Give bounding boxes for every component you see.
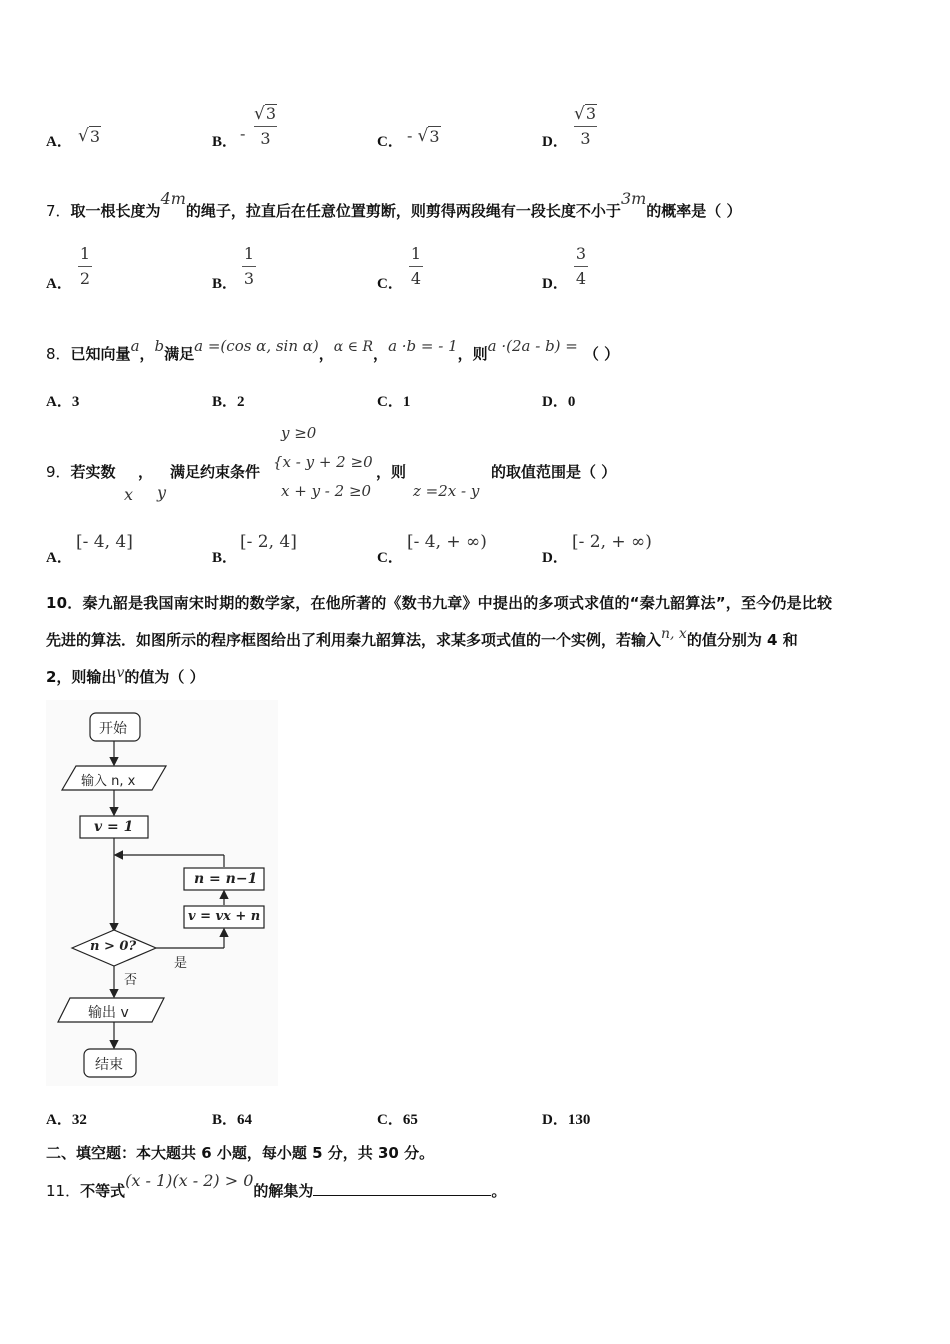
q9-text-range: 的取值范围是（ ） <box>491 463 617 481</box>
q9-constraint-3: x + y - 2 ≥0 <box>281 482 372 500</box>
q8-option-a: A．3 <box>46 394 80 410</box>
q6-option-d-fraction: √ 3 3 <box>574 104 597 148</box>
q10-line-1: 10．秦九韶是我国南宋时期的数学家，在他所著的《数书九章》中提出的多项式求值的“秦九韶算法”，至今仍是比较 <box>46 594 833 612</box>
flowchart-shapes <box>46 700 278 1086</box>
q9-option-b-label: B． <box>212 550 238 566</box>
q9-var-y: y <box>157 483 167 502</box>
q9-option-c-label: C． <box>377 550 403 566</box>
q10-option-a: A．32 <box>46 1112 87 1128</box>
q8-question: 8．已知向量a，b满足a =(cos α, sin α)，α ∈ R，a ·b = - 1，则a ·(2a - b) = （ ） <box>46 337 620 363</box>
q9-constraint-1: y ≥0 <box>281 424 317 442</box>
q9-option-a-value: [- 4, 4] <box>76 532 133 552</box>
q9-objective: z =2x - y <box>413 482 480 500</box>
q6-option-b-sign: - <box>240 124 246 143</box>
flow-condition-text: n > 0? <box>90 939 137 954</box>
q6-option-d-label: D． <box>542 134 568 150</box>
flow-output-text: 输出 v <box>88 1005 129 1021</box>
q9-constraint-2: {x - y + 2 ≥0 <box>273 453 373 471</box>
q9-option-a-label: A． <box>46 550 72 566</box>
flow-start-text: 开始 <box>99 721 127 737</box>
q7-option-b-label: B． <box>212 276 238 292</box>
q7-question: 7．取一根长度为4m的绳子，拉直后在任意位置剪断，则剪得两段绳有一段长度不小于3m的概率是（ ） <box>46 189 742 220</box>
q11-question: 11．不等式(x - 1)(x - 2) > 0的解集为 。 <box>46 1171 507 1200</box>
q8-option-b: B．2 <box>212 394 245 410</box>
q11-answer-blank[interactable] <box>313 1181 491 1196</box>
q10-line-2: 先进的算法．如图所示的程序框图给出了利用秦九韶算法，求某多项式值的一个实例，若输入n, x的值分别为 4 和 <box>46 626 798 649</box>
flow-init-text: v = 1 <box>94 819 134 835</box>
q7-option-d-label: D． <box>542 276 568 292</box>
q9-text-then: ，则 <box>376 463 407 481</box>
q9-text-start: 9．若实数 <box>46 463 116 481</box>
q9-comma: ， <box>138 463 154 481</box>
q7-option-c-label: C． <box>377 276 403 292</box>
flow-yes-label: 是 <box>174 956 188 971</box>
q6-option-a-label: A． <box>46 134 72 150</box>
q6-option-c-label: C． <box>377 134 403 150</box>
flowchart <box>46 700 278 1086</box>
q10-option-d: D．130 <box>542 1112 591 1128</box>
q9-option-d-value: [- 2, + ∞) <box>572 532 652 552</box>
flow-input-text: 输入 n, x <box>81 774 136 789</box>
q6-option-b-label: B． <box>212 134 238 150</box>
q8-option-d: D．0 <box>542 394 576 410</box>
q7-option-b-fraction: 1 3 <box>243 244 255 288</box>
q8-option-c: C．1 <box>377 394 411 410</box>
q7-option-a-fraction: 1 2 <box>79 244 91 288</box>
q6-option-c-value: - √ 3 <box>407 126 440 146</box>
flow-step2-text: v = vx + n <box>188 909 261 924</box>
q9-text-constraint: 满足约束条件 <box>170 463 261 481</box>
flow-step1-text: n = n−1 <box>194 871 258 887</box>
section-heading-fill-in: 二、填空题：本大题共 6 小题，每小题 5 分，共 30 分。 <box>46 1144 435 1162</box>
flow-no-label: 否 <box>124 973 138 988</box>
q10-option-c: C．65 <box>377 1112 418 1128</box>
q6-option-a-value: √ 3 <box>78 126 101 146</box>
q6-option-b-fraction: √ 3 3 <box>254 104 277 148</box>
q10-line-3: 2，则输出v的值为（ ） <box>46 665 205 686</box>
q9-option-d-label: D． <box>542 550 568 566</box>
q9-option-c-value: [- 4, + ∞) <box>407 532 487 552</box>
q7-option-d-fraction: 3 4 <box>575 244 587 288</box>
q7-option-c-fraction: 1 4 <box>410 244 422 288</box>
q7-option-a-label: A． <box>46 276 72 292</box>
q10-option-b: B．64 <box>212 1112 253 1128</box>
q9-option-b-value: [- 2, 4] <box>240 532 297 552</box>
q9-var-x: x <box>124 485 134 504</box>
flow-end-text: 结束 <box>95 1057 123 1073</box>
